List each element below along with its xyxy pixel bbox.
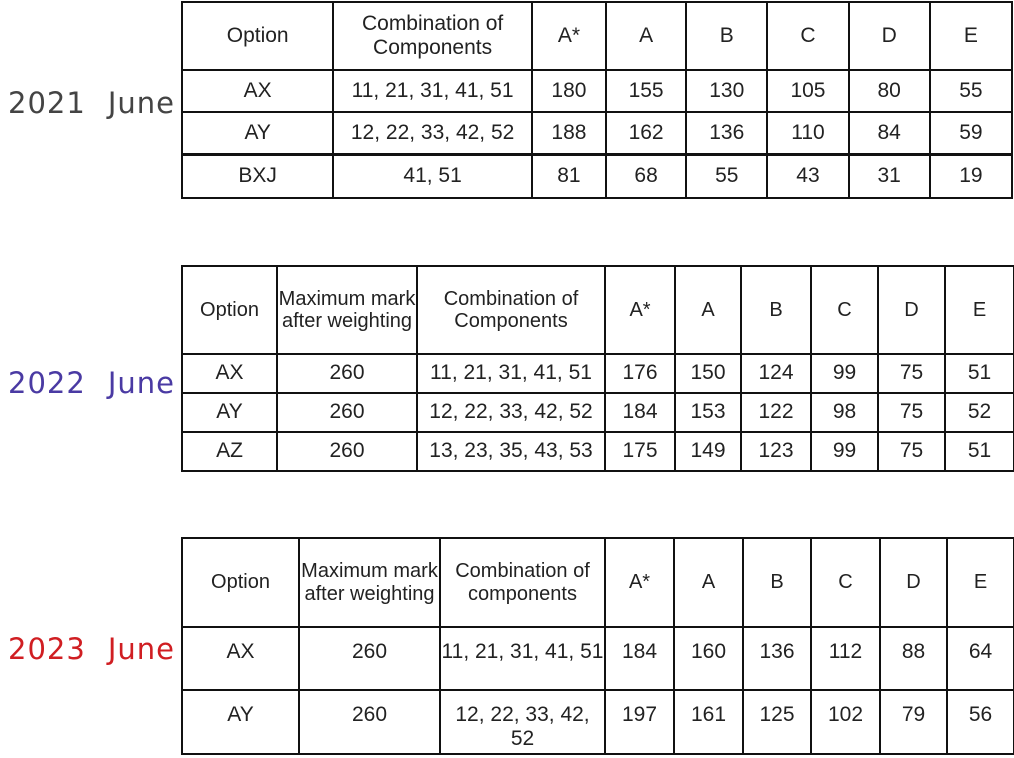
year-2021: 2021 (8, 86, 86, 120)
cell-grade-astar: 188 (532, 112, 606, 154)
header-option: Option (182, 538, 299, 627)
header-grade-d: D (849, 2, 930, 70)
cell-grade-b: 122 (741, 393, 811, 432)
cell-grade-b: 136 (686, 112, 767, 154)
cell-grade-e: 51 (945, 432, 1014, 471)
header-grade-a: A (606, 2, 686, 70)
cell-grade-b: 124 (741, 354, 811, 393)
header-grade-e: E (947, 538, 1014, 627)
table-row (182, 154, 1012, 198)
cell-grade-astar: 184 (605, 393, 675, 432)
header-grade-d: D (880, 538, 947, 627)
cell-grade-a: 161 (674, 690, 743, 754)
cell-grade-a: 162 (606, 112, 686, 154)
cell-grade-astar: 197 (605, 690, 674, 754)
cell-grade-e: 52 (945, 393, 1014, 432)
header-option: Option (182, 266, 277, 354)
header-grade-astar: A* (532, 2, 606, 70)
cell-grade-d: 80 (849, 70, 930, 112)
cell-grade-b: 130 (686, 70, 767, 112)
header-grade-c: C (767, 2, 848, 70)
cell-grade-a: 153 (675, 393, 741, 432)
cell-combination: 12, 22, 33, 42, 52 (333, 112, 531, 154)
table-row (182, 393, 1014, 432)
cell-combination: 11, 21, 31, 41, 51 (440, 627, 605, 690)
table-row (182, 690, 1014, 754)
cell-max-mark: 260 (277, 354, 417, 393)
header-grade-d: D (878, 266, 945, 354)
cell-grade-b: 136 (743, 627, 811, 690)
cell-combination: 12, 22, 33, 42, 52 (417, 393, 605, 432)
cell-grade-c: 105 (767, 70, 848, 112)
cell-option: AX (182, 70, 333, 112)
table-header-row (182, 2, 1012, 70)
cell-grade-c: 112 (811, 627, 880, 690)
table-row (182, 354, 1014, 393)
cell-grade-a: 68 (606, 154, 686, 198)
cell-grade-e: 55 (930, 70, 1012, 112)
cell-grade-d: 88 (880, 627, 947, 690)
table-header-row (182, 266, 1014, 354)
table-row (182, 70, 1012, 112)
cell-grade-b: 123 (741, 432, 811, 471)
cell-grade-d: 79 (880, 690, 947, 754)
year-2022: 2022 (8, 366, 86, 400)
cell-grade-c: 99 (811, 432, 878, 471)
cell-grade-e: 64 (947, 627, 1014, 690)
grade-table-2022 (181, 265, 1014, 472)
cell-grade-d: 75 (878, 393, 945, 432)
cell-option: BXJ (182, 154, 333, 198)
cell-grade-c: 43 (767, 154, 848, 198)
cell-grade-c: 99 (811, 354, 878, 393)
header-grade-astar: A* (605, 266, 675, 354)
table-row (182, 112, 1012, 154)
cell-grade-a: 150 (675, 354, 741, 393)
cell-grade-b: 55 (686, 154, 767, 198)
table-header-row (182, 538, 1014, 627)
cell-grade-a: 155 (606, 70, 686, 112)
cell-grade-astar: 81 (532, 154, 606, 198)
year-label-2022 (8, 366, 175, 400)
grade-table-2023 (181, 537, 1014, 755)
header-option: Option (182, 2, 333, 70)
header-grade-a: A (675, 266, 741, 354)
header-max-mark: Maximum mark after weighting (299, 538, 440, 627)
cell-max-mark: 260 (277, 393, 417, 432)
year-2023: 2023 (8, 632, 86, 666)
table-row (182, 432, 1014, 471)
cell-combination: 41, 51 (333, 154, 531, 198)
header-grade-e: E (945, 266, 1014, 354)
cell-option: AY (182, 112, 333, 154)
cell-option: AZ (182, 432, 277, 471)
header-grade-b: B (686, 2, 767, 70)
cell-option: AY (182, 690, 299, 754)
cell-grade-d: 75 (878, 354, 945, 393)
header-combination: Combination of Components (333, 2, 531, 70)
header-grade-astar: A* (605, 538, 674, 627)
header-combination: Combination of components (440, 538, 605, 627)
cell-grade-astar: 175 (605, 432, 675, 471)
year-label-2021 (8, 86, 175, 120)
cell-option: AX (182, 627, 299, 690)
cell-max-mark: 260 (277, 432, 417, 471)
cell-grade-c: 102 (811, 690, 880, 754)
cell-grade-e: 19 (930, 154, 1012, 198)
cell-grade-c: 110 (767, 112, 848, 154)
grade-table-2021 (181, 1, 1013, 199)
cell-combination: 11, 21, 31, 41, 51 (333, 70, 531, 112)
cell-grade-astar: 176 (605, 354, 675, 393)
cell-grade-d: 84 (849, 112, 930, 154)
header-grade-a: A (674, 538, 743, 627)
cell-option: AY (182, 393, 277, 432)
cell-grade-d: 31 (849, 154, 930, 198)
cell-option: AX (182, 354, 277, 393)
table-row (182, 627, 1014, 690)
cell-grade-a: 149 (675, 432, 741, 471)
month-2021: June (107, 86, 175, 120)
cell-grade-c: 98 (811, 393, 878, 432)
header-grade-c: C (811, 266, 878, 354)
header-max-mark: Maximum mark after weighting (277, 266, 417, 354)
header-combination: Combination of Components (417, 266, 605, 354)
header-grade-c: C (811, 538, 880, 627)
cell-max-mark: 260 (299, 690, 440, 754)
cell-grade-b: 125 (743, 690, 811, 754)
cell-grade-e: 56 (947, 690, 1014, 754)
cell-max-mark: 260 (299, 627, 440, 690)
cell-combination: 13, 23, 35, 43, 53 (417, 432, 605, 471)
cell-grade-e: 51 (945, 354, 1014, 393)
cell-combination: 11, 21, 31, 41, 51 (417, 354, 605, 393)
cell-grade-astar: 184 (605, 627, 674, 690)
month-2023: June (107, 632, 175, 666)
cell-grade-d: 75 (878, 432, 945, 471)
cell-grade-astar: 180 (532, 70, 606, 112)
header-grade-e: E (930, 2, 1012, 70)
cell-grade-e: 59 (930, 112, 1012, 154)
cell-combination: 12, 22, 33, 42, 52 (440, 690, 605, 754)
month-2022: June (107, 366, 175, 400)
header-grade-b: B (741, 266, 811, 354)
header-grade-b: B (743, 538, 811, 627)
year-label-2023 (8, 632, 175, 666)
cell-grade-a: 160 (674, 627, 743, 690)
